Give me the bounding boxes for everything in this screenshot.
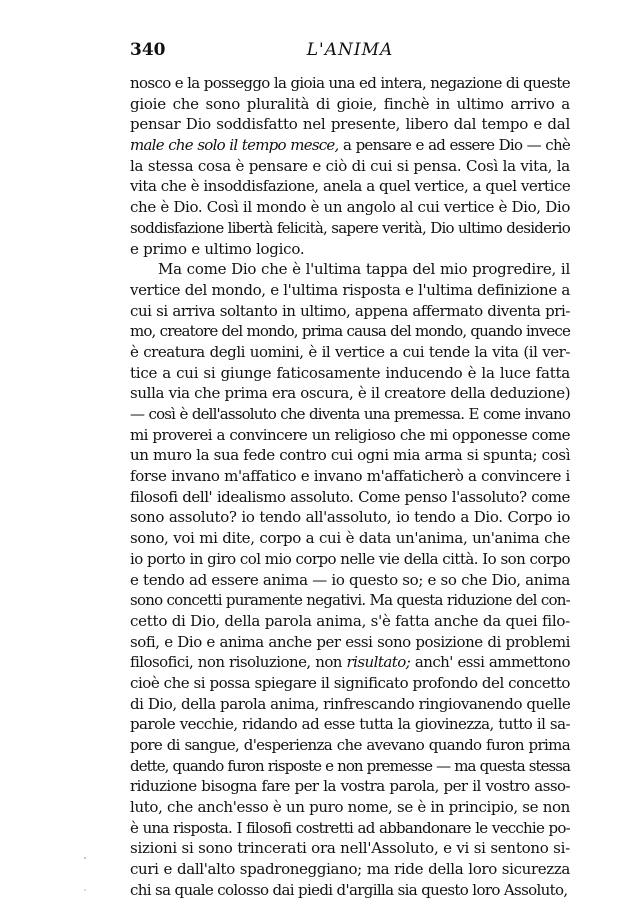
- text-line: è creatura degli uomini, è il vertice a cui tende la vita (il ver-: [130, 342, 570, 361]
- text-line: mi proverei a convincere un religioso che mi opponesse come: [130, 425, 570, 444]
- paper-speck: [84, 857, 86, 859]
- text-run: a pensare e ad essere Dio — chè: [338, 136, 570, 155]
- text-line: è una risposta. I filosofi costretti ad abbandonare le vecchie po-: [130, 818, 570, 837]
- text-line: luto, che anch'esso è un puro nome, se è in principio, se non: [130, 798, 570, 817]
- text-line: riduzione bisogna fare per la vostra parola, per il vostro asso-: [130, 777, 570, 796]
- text-line: Ma come Dio che è l'ultima tappa del mio progredire, il: [158, 260, 570, 279]
- italic-text-run: risultato;: [346, 653, 411, 672]
- text-line: — così è dell'assoluto che diventa una premessa. E come invano: [130, 405, 570, 423]
- text-line: curi e dall'alto spadroneggiano; ma ride della loro sicurezza: [130, 860, 570, 879]
- text-line: e tendo ad essere anima — io questo so; e so che Dio, anima: [130, 570, 570, 589]
- text-line: sono, voi mi dite, corpo a cui è data un'anima, un'anima che: [130, 529, 570, 548]
- text-line: sono concetti puramente negativi. Ma questa riduzione del con-: [130, 591, 570, 610]
- text-line: chi sa quale colosso dai piedi d'argilla sia questo loro Assoluto,: [130, 880, 568, 899]
- text-line: cioè che si possa spiegare il significato profondo del concetto: [130, 673, 570, 692]
- running-title: L'ANIMA: [306, 40, 394, 60]
- paper-speck: [84, 889, 85, 890]
- text-line: cui si arriva soltanto in ultimo, appena affermato diventa pri-: [130, 301, 570, 320]
- text-line: che è Dio. Così il mondo è un angolo al cui vertice è Dio, Dio: [130, 198, 570, 217]
- text-line: io porto in giro col mio corpo nelle vie della città. Io son corpo: [130, 549, 570, 568]
- text-line: sofi, e Dio e anima anche per essi sono posizione di problemi: [130, 632, 570, 651]
- text-run: anch' essi ammettono: [410, 653, 570, 672]
- text-line: vertice del mondo, e l'ultima risposta e l'ultima definizione a: [130, 280, 570, 299]
- text-line: sulla via che prima era oscura, è il creatore della deduzione): [130, 384, 571, 403]
- text-line: cetto di Dio, della parola anima, s'è fatta anche da quei filo-: [130, 611, 570, 630]
- italic-text-run: male che solo il tempo mesce,: [130, 136, 339, 155]
- text-line: mo, creatore del mondo, prima causa del mondo, quando invece: [130, 322, 570, 341]
- text-line: vita che è insoddisfazione, anela a quel vertice, a quel vertice: [130, 177, 571, 196]
- text-line: soddisfazione libertà felicità, sapere verità, Dio ultimo desiderio: [130, 218, 570, 237]
- text-line: parole vecchie, ridando ad esse tutta la giovinezza, tutto il sa-: [130, 715, 570, 734]
- text-line: dette, quando furon risposte e non premesse — ma questa stessa: [130, 756, 570, 775]
- text-line: forse invano m'affatico e invano m'affaticherò a convincere i: [130, 467, 570, 486]
- text-line: pensar Dio soddisfatto nel presente, libero dal tempo e dal: [130, 115, 570, 134]
- text-line: un muro la sua fede contro cui ogni mia arma si spunta; così: [130, 446, 571, 465]
- text-line: filosofi dell' idealismo assoluto. Come penso l'assoluto? come: [130, 487, 570, 506]
- text-line: tice a cui si giunge faticosamente inducendo è la luce fatta: [130, 363, 570, 382]
- text-line: nosco e la posseggo la gioia una ed intera, negazione di queste: [130, 74, 570, 92]
- page-number: 340: [130, 40, 166, 60]
- text-run: filosofici, non risoluzione, non: [130, 653, 347, 672]
- text-line: sono assoluto? io tendo all'assoluto, io tendo a Dio. Corpo io: [130, 508, 570, 527]
- text-line: di Dio, della parola anima, rinfrescando ringiovanendo quelle: [130, 694, 571, 713]
- text-line: la stessa cosa è pensare e ciò di cui si pensa. Così la vita, la: [130, 156, 570, 175]
- text-line: e primo e ultimo logico.: [130, 239, 305, 258]
- text-line: sizioni si sono trincerati ora nell'Assoluto, e vi si sentono si-: [130, 839, 570, 858]
- text-line: pore di sangue, d'esperienza che avevano quando furon prima: [130, 736, 570, 754]
- text-line: gioie che sono pluralità di gioie, finchè in ultimo arrivo a: [130, 94, 570, 113]
